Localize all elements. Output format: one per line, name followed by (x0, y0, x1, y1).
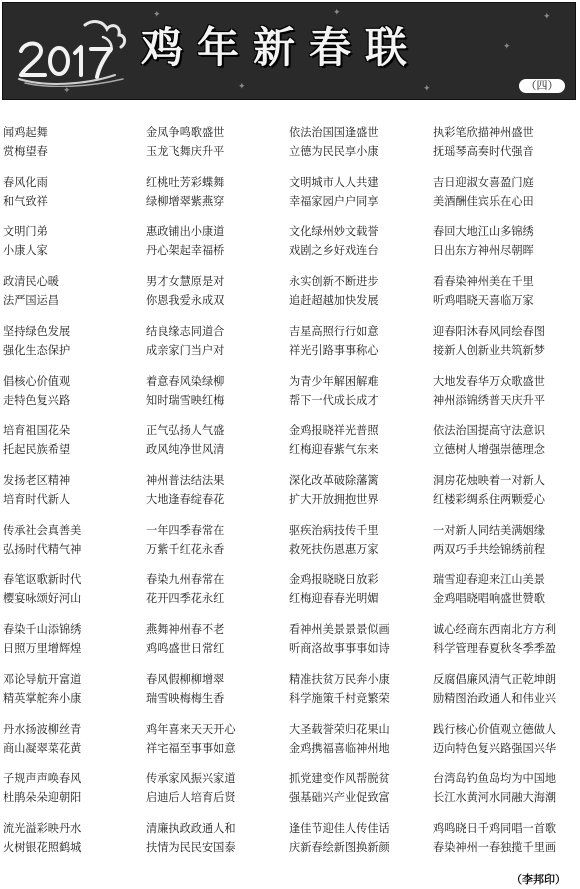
couplet-upper-line: 依法治国国逢盛世 (289, 126, 379, 139)
couplet-lower-line: 成亲家门当户对 (146, 343, 225, 357)
couplet-upper-line: 鸡年喜来天天开心 (146, 722, 236, 736)
couplet (145, 620, 288, 670)
couplet-upper-line: 吉日迎淑女喜盈门庭 (433, 175, 534, 189)
couplet-lower-line: 你恩我爱永成双 (146, 294, 225, 308)
couplet-upper-line: 男才女慧原是对 (146, 275, 225, 289)
couplet-lower-line: 丹心架起幸福桥 (146, 244, 225, 258)
couplet (432, 372, 578, 422)
page-title: 鸡年新春联 (141, 23, 422, 72)
couplet-lower-line: 救死扶伤恩惠万家 (289, 542, 379, 556)
couplet (432, 570, 578, 620)
couplet-lower-line: 励精图治政通人和伟业兴 (433, 691, 557, 705)
rooster-2017-logo-icon (15, 17, 133, 87)
couplet (432, 769, 578, 819)
couplet-lower-line: 金鸡唱晓唱响盛世赞歌 (433, 592, 545, 606)
couplet-lower-line: 帮下一代成长成才 (289, 393, 379, 407)
couplet (432, 421, 578, 471)
couplet-lower-line: 强基础兴产业促致富 (289, 791, 390, 805)
couplet-lower-line: 听商洛故事事事如诗 (289, 642, 390, 656)
couplet-lower-line: 听鸡唱晓天喜临万家 (433, 294, 534, 308)
star-decoration: ✦ (333, 8, 341, 18)
title-banner (2, 2, 576, 100)
couplet-upper-line: 文明门弟 (3, 225, 48, 239)
couplet-upper-line: 一对新人同结美满姻缘 (433, 523, 545, 537)
couplet (432, 173, 578, 223)
couplet (145, 173, 288, 223)
couplet-lower-line: 小康人家 (3, 244, 48, 258)
couplet (288, 521, 432, 571)
couplet-upper-line: 惠政铺出小康道 (146, 225, 225, 239)
couplet-upper-line: 着意春风染绿柳 (146, 374, 225, 388)
couplet (288, 272, 432, 322)
couplet (145, 123, 288, 173)
couplet-lower-line: 杜鹃朵朵迎朝阳 (3, 791, 82, 805)
couplet-upper-line: 春风假柳柳增翠 (146, 672, 225, 686)
couplet-upper-line: 坚持绿色发展 (3, 324, 71, 338)
couplet (2, 173, 145, 223)
couplet-upper-line: 子规声声唤春风 (3, 772, 82, 786)
couplet-lower-line: 绿柳增翠紫燕穿 (146, 194, 225, 208)
couplet-lower-line: 赏梅望春 (3, 145, 48, 158)
couplet-lower-line: 美酒酬佳宾乐在心田 (433, 194, 534, 208)
couplet (145, 720, 288, 770)
couplet-lower-line: 立德树人增强崇德理念 (433, 443, 545, 457)
couplet (288, 570, 432, 620)
couplet-lower-line: 科学施策千村竞繁荣 (289, 691, 390, 705)
couplet-lower-line: 红楼彩绸系住两颗爱心 (433, 493, 545, 507)
couplet-upper-line: 闻鸡起舞 (3, 126, 48, 139)
star-decoration: ✦ (153, 10, 161, 20)
couplet (288, 819, 432, 869)
couplet-upper-line: 迎春阳沐春风同绘春图 (433, 324, 545, 338)
couplet-lower-line: 精英掌舵奔小康 (3, 691, 82, 705)
couplet (288, 322, 432, 372)
couplet (432, 123, 578, 173)
couplet-lower-line: 瑞雪映梅梅生香 (146, 691, 225, 705)
couplet (145, 521, 288, 571)
couplet (2, 570, 145, 620)
couplet (145, 421, 288, 471)
couplet-grid (2, 123, 578, 869)
star-decoration: ✦ (63, 86, 71, 96)
couplet-lower-line: 政风纯净世风清 (146, 443, 225, 457)
couplet-lower-line: 弘扬时代精气神 (3, 542, 82, 556)
couplet-upper-line: 政清民心暖 (3, 275, 59, 289)
couplet-upper-line: 为青少年解困解难 (289, 374, 379, 388)
couplet (432, 521, 578, 571)
couplet-upper-line: 一年四季春常在 (146, 523, 225, 537)
couplet (2, 471, 145, 521)
couplet-lower-line: 祥光引路事事称心 (289, 343, 379, 357)
couplet-upper-line: 驱疾治病技传千里 (289, 523, 379, 537)
couplet (2, 421, 145, 471)
couplet-upper-line: 结良缘志同道合 (146, 324, 225, 338)
couplet-lower-line: 庆新春绘新图换新颜 (289, 841, 390, 855)
star-decoration: ✦ (238, 82, 246, 92)
couplet-upper-line: 培育祖国花朵 (3, 424, 71, 438)
couplet-upper-line: 逢佳节迎佳人传佳话 (289, 822, 390, 836)
couplet (145, 769, 288, 819)
couplet-upper-line: 洞房花烛映着一对新人 (433, 474, 545, 488)
couplet-upper-line: 传承家风振兴家道 (146, 772, 236, 786)
couplet (145, 272, 288, 322)
couplet (2, 123, 145, 173)
couplet (432, 720, 578, 770)
couplet-upper-line: 正气弘扬人气盛 (146, 424, 225, 438)
couplet-upper-line: 金鸡报晓晓日放彩 (289, 573, 379, 587)
couplet-upper-line: 清廉执政政通人和 (146, 822, 236, 836)
couplet-lower-line: 扶情为民民安国泰 (146, 841, 236, 855)
couplet (145, 222, 288, 272)
author-credit: （李邦印） (511, 873, 566, 886)
couplet-lower-line: 万紫千红花永香 (146, 542, 225, 556)
couplet (288, 421, 432, 471)
couplet-lower-line: 追赶超越加快发展 (289, 294, 379, 308)
couplet-lower-line: 日出东方神州尽朝晖 (433, 244, 534, 258)
couplet-upper-line: 红桃吐芳彩蝶舞 (146, 175, 225, 189)
couplet-upper-line: 深化改革破除藩篱 (289, 474, 379, 488)
couplet-upper-line: 依法治国提高守法意识 (433, 424, 545, 438)
couplet-lower-line: 戏剧之乡好戏连台 (289, 244, 379, 258)
couplet (288, 222, 432, 272)
couplet-upper-line: 吉星高照行行如意 (289, 324, 379, 338)
couplet-upper-line: 台湾岛钓鱼岛均为中国地 (433, 772, 557, 786)
couplet (2, 769, 145, 819)
couplet-lower-line: 花开四季花永红 (146, 592, 225, 606)
couplet (288, 769, 432, 819)
couplet-lower-line: 金鸡携福喜临神州地 (289, 741, 390, 755)
couplet-lower-line: 科学管理春夏秋冬季季盈 (433, 642, 557, 656)
couplet-lower-line: 樱宴咏颂好河山 (3, 592, 82, 606)
couplet-lower-line: 红梅迎春春光明媚 (289, 592, 379, 606)
couplet (2, 521, 145, 571)
couplet-upper-line: 大地发春华万众歌盛世 (433, 374, 545, 388)
couplet-lower-line: 知时瑞雪映红梅 (146, 393, 225, 407)
couplet (288, 471, 432, 521)
couplet (288, 620, 432, 670)
couplet (2, 620, 145, 670)
couplet-upper-line: 金鸡报晓祥光普照 (289, 424, 379, 438)
couplet-lower-line: 大地逢春绽春花 (146, 493, 225, 507)
couplet-upper-line: 大圣载誉荣归花果山 (289, 722, 390, 736)
couplet-upper-line: 倡核心价值观 (3, 374, 71, 388)
couplet (145, 471, 288, 521)
couplet-lower-line: 接新人创新业共筑新梦 (433, 343, 545, 357)
couplet-lower-line: 培育时代新人 (3, 493, 71, 507)
couplet (145, 322, 288, 372)
couplet (288, 372, 432, 422)
couplet-upper-line: 春染千山添锦绣 (3, 623, 82, 637)
couplet-lower-line: 走特色复兴路 (3, 393, 71, 407)
couplet (145, 670, 288, 720)
couplet (2, 322, 145, 372)
couplet-upper-line: 看神州美景景景似画 (289, 623, 390, 637)
couplet (288, 720, 432, 770)
couplet-upper-line: 春风化雨 (3, 175, 48, 189)
couplet-lower-line: 红梅迎春紫气东来 (289, 443, 379, 457)
couplet-lower-line: 神州添锦绣普天庆升平 (433, 393, 545, 407)
couplet-upper-line: 春回大地江山多锦绣 (433, 225, 534, 239)
couplet-upper-line: 燕舞神州春不老 (146, 623, 225, 637)
couplet-lower-line: 迈向特色复兴路强国兴华 (433, 741, 557, 755)
couplet-lower-line: 启迪后人培育后贤 (146, 791, 236, 805)
couplet (432, 670, 578, 720)
couplet (2, 222, 145, 272)
couplet-lower-line: 抚瑶琴高奏时代强音 (433, 145, 534, 158)
couplet-upper-line: 传承社会真善美 (3, 523, 82, 537)
couplet-upper-line: 丹水扬波柳丝青 (3, 722, 82, 736)
couplet (432, 322, 578, 372)
couplet-upper-line: 执彩笔欣描神州盛世 (433, 126, 534, 139)
couplet-lower-line: 强化生态保护 (3, 343, 71, 357)
couplet-lower-line: 商山凝翠菜花黄 (3, 741, 82, 755)
couplet (432, 272, 578, 322)
couplet-lower-line: 火树银花照鹤城 (3, 841, 82, 855)
couplet (432, 819, 578, 869)
couplet-upper-line: 看春染神州美在千里 (433, 275, 534, 289)
couplet (2, 272, 145, 322)
couplet (145, 570, 288, 620)
couplet-upper-line: 诚心经商东西南北方方利 (433, 623, 557, 637)
couplet-upper-line: 春染九州春常在 (146, 573, 225, 587)
couplet (145, 372, 288, 422)
couplet-upper-line: 反腐倡廉风清气正乾坤朗 (433, 672, 557, 686)
couplet-upper-line: 春笔讴歌新时代 (3, 573, 82, 587)
couplet-lower-line: 扩大开放拥抱世界 (289, 493, 379, 507)
couplet-lower-line: 玉龙飞舞庆升平 (146, 145, 225, 158)
couplet-lower-line: 日照万里增辉煌 (3, 642, 82, 656)
couplet-upper-line: 发扬老区精神 (3, 474, 71, 488)
couplet-upper-line: 永实创新不断进步 (289, 275, 379, 289)
couplet (2, 372, 145, 422)
issue-number: （四） (519, 79, 565, 93)
couplet-upper-line: 践行核心价值观立德做人 (433, 722, 557, 736)
couplet-lower-line: 托起民族希望 (3, 443, 71, 457)
couplet-lower-line: 鸡鸣盛世日常红 (146, 642, 225, 656)
couplet-lower-line: 立德为民民享小康 (289, 145, 379, 158)
couplet-upper-line: 金凤争鸣歌盛世 (146, 126, 225, 139)
couplet (288, 173, 432, 223)
couplet-lower-line: 和气致祥 (3, 194, 48, 208)
couplet (432, 471, 578, 521)
couplet-lower-line: 法严国运昌 (3, 294, 59, 308)
couplet (432, 620, 578, 670)
couplet-upper-line: 精准扶贫万民奔小康 (289, 672, 390, 686)
couplet-upper-line: 抓党建变作风帮脱贫 (289, 772, 390, 786)
couplet (288, 123, 432, 173)
couplet-lower-line: 幸福家园户户同享 (289, 194, 379, 208)
couplet (288, 670, 432, 720)
couplet (2, 670, 145, 720)
couplet-upper-line: 文明城市人人共建 (289, 175, 379, 189)
star-decoration: ✦ (543, 12, 551, 22)
couplet (145, 819, 288, 869)
couplet-upper-line: 文化绿州妙文载誉 (289, 225, 379, 239)
couplet (2, 720, 145, 770)
couplet-upper-line: 邓论导航开富道 (3, 672, 82, 686)
star-decoration: ✦ (503, 42, 511, 52)
couplet (2, 819, 145, 869)
couplet-lower-line: 两双巧手共绘锦绣前程 (433, 542, 545, 556)
couplet-upper-line: 神州普法结法果 (146, 474, 225, 488)
star-decoration: ✦ (423, 84, 431, 94)
couplet-upper-line: 流光溢彩映丹水 (3, 822, 82, 836)
couplet-lower-line: 长江水黄河水同融大海潮 (433, 791, 557, 805)
couplet-upper-line: 鸡鸣晓日千鸡同唱一首歌 (433, 822, 557, 836)
couplet-lower-line: 春染神州一春独揽千里画 (433, 841, 557, 855)
couplet-upper-line: 瑞雪迎春迎来江山美景 (433, 573, 545, 587)
couplet-lower-line: 祥宅福至事事如意 (146, 741, 236, 755)
couplet (432, 222, 578, 272)
